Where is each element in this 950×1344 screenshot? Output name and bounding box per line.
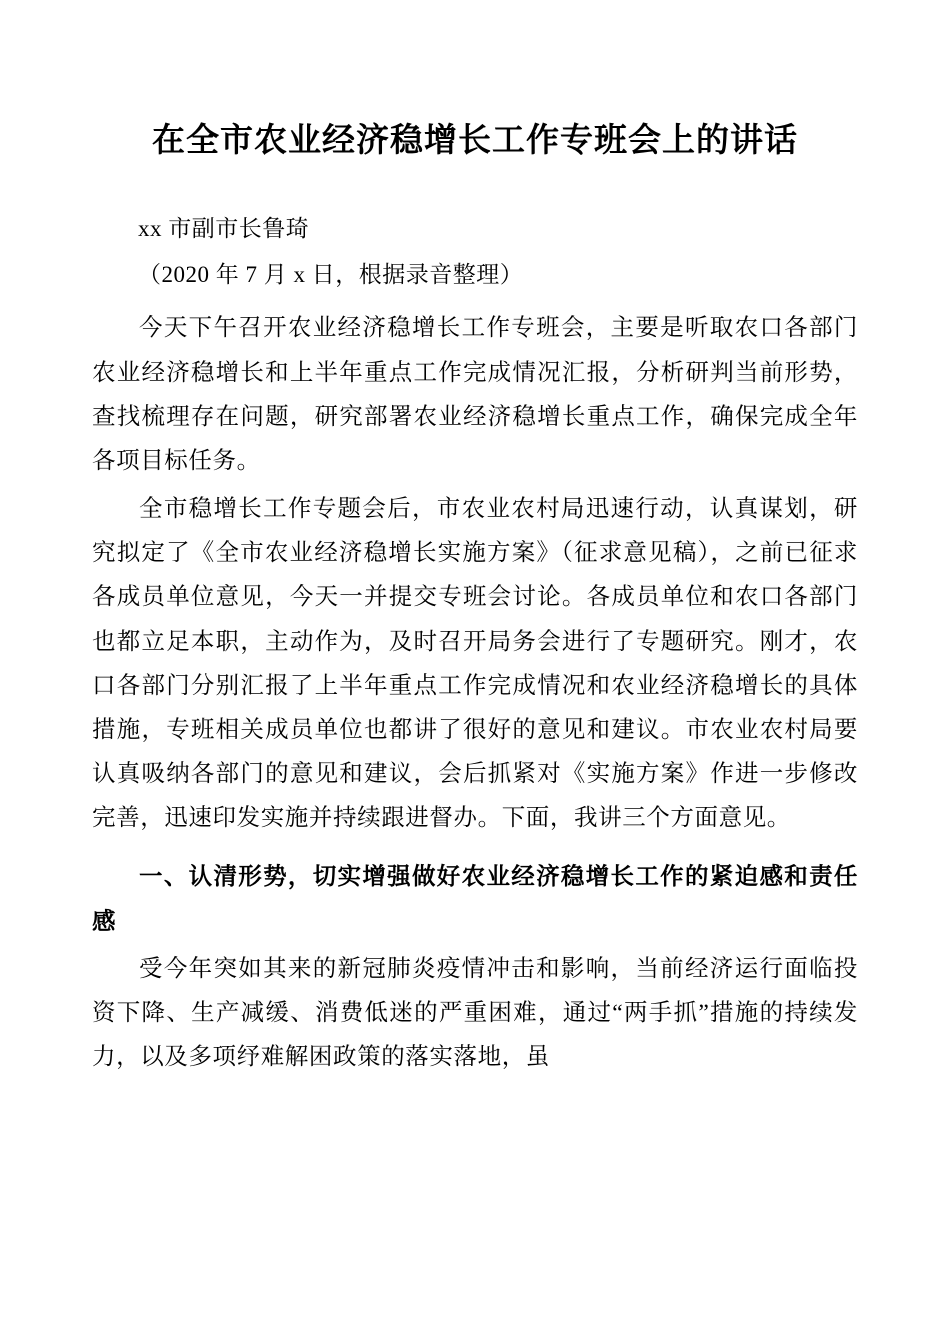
- date-line: （2020 年 7 月 x 日，根据录音整理）: [138, 262, 524, 288]
- page-title: 在全市农业经济稳增长工作专班会上的讲话: [152, 120, 798, 159]
- section-heading: 一、认清形势，切实增强做好农业经济稳增长工作的紧迫感和责任感: [92, 862, 858, 935]
- author-byline: xx 市副市长鲁琦: [138, 215, 310, 241]
- body-paragraph: 全市稳增长工作专题会后，市农业农村局迅速行动，认真谋划，研究拟定了《全市农业经济稳增长实施方案》（征求意见稿），之前已征求各成员单位意见，今天一并提交专班会讨论。各成员单位和农口各部门也都立足本职，主动作为，及时召开局务会进行了专题研究。刚才，农口各部门分别汇报了上半年重点工作完成情况和农业经济稳增长的具体措施，专班相关成员单位也都讲了很好的意见和建议。市农业农村局要认真吸纳各部门的意见和建议，会后抓紧对《实施方案》作进一步修改完善，迅速印发实施并持续跟进督办。下面，我讲三个方面意见。: [92, 496, 858, 832]
- body-paragraph: 今天下午召开农业经济稳增长工作专班会，主要是听取农口各部门农业经济稳增长和上半年重点工作完成情况汇报，分析研判当前形势，查找梳理存在问题，研究部署农业经济稳增长重点工作，确保完成全年各项目标任务。: [92, 315, 858, 474]
- body-paragraph: 受今年突如其来的新冠肺炎疫情冲击和影响，当前经济运行面临投资下降、生产减缓、消费低迷的严重困难，通过“两手抓”措施的持续发力，以及多项纾难解困政策的落实落地，虽: [92, 955, 858, 1071]
